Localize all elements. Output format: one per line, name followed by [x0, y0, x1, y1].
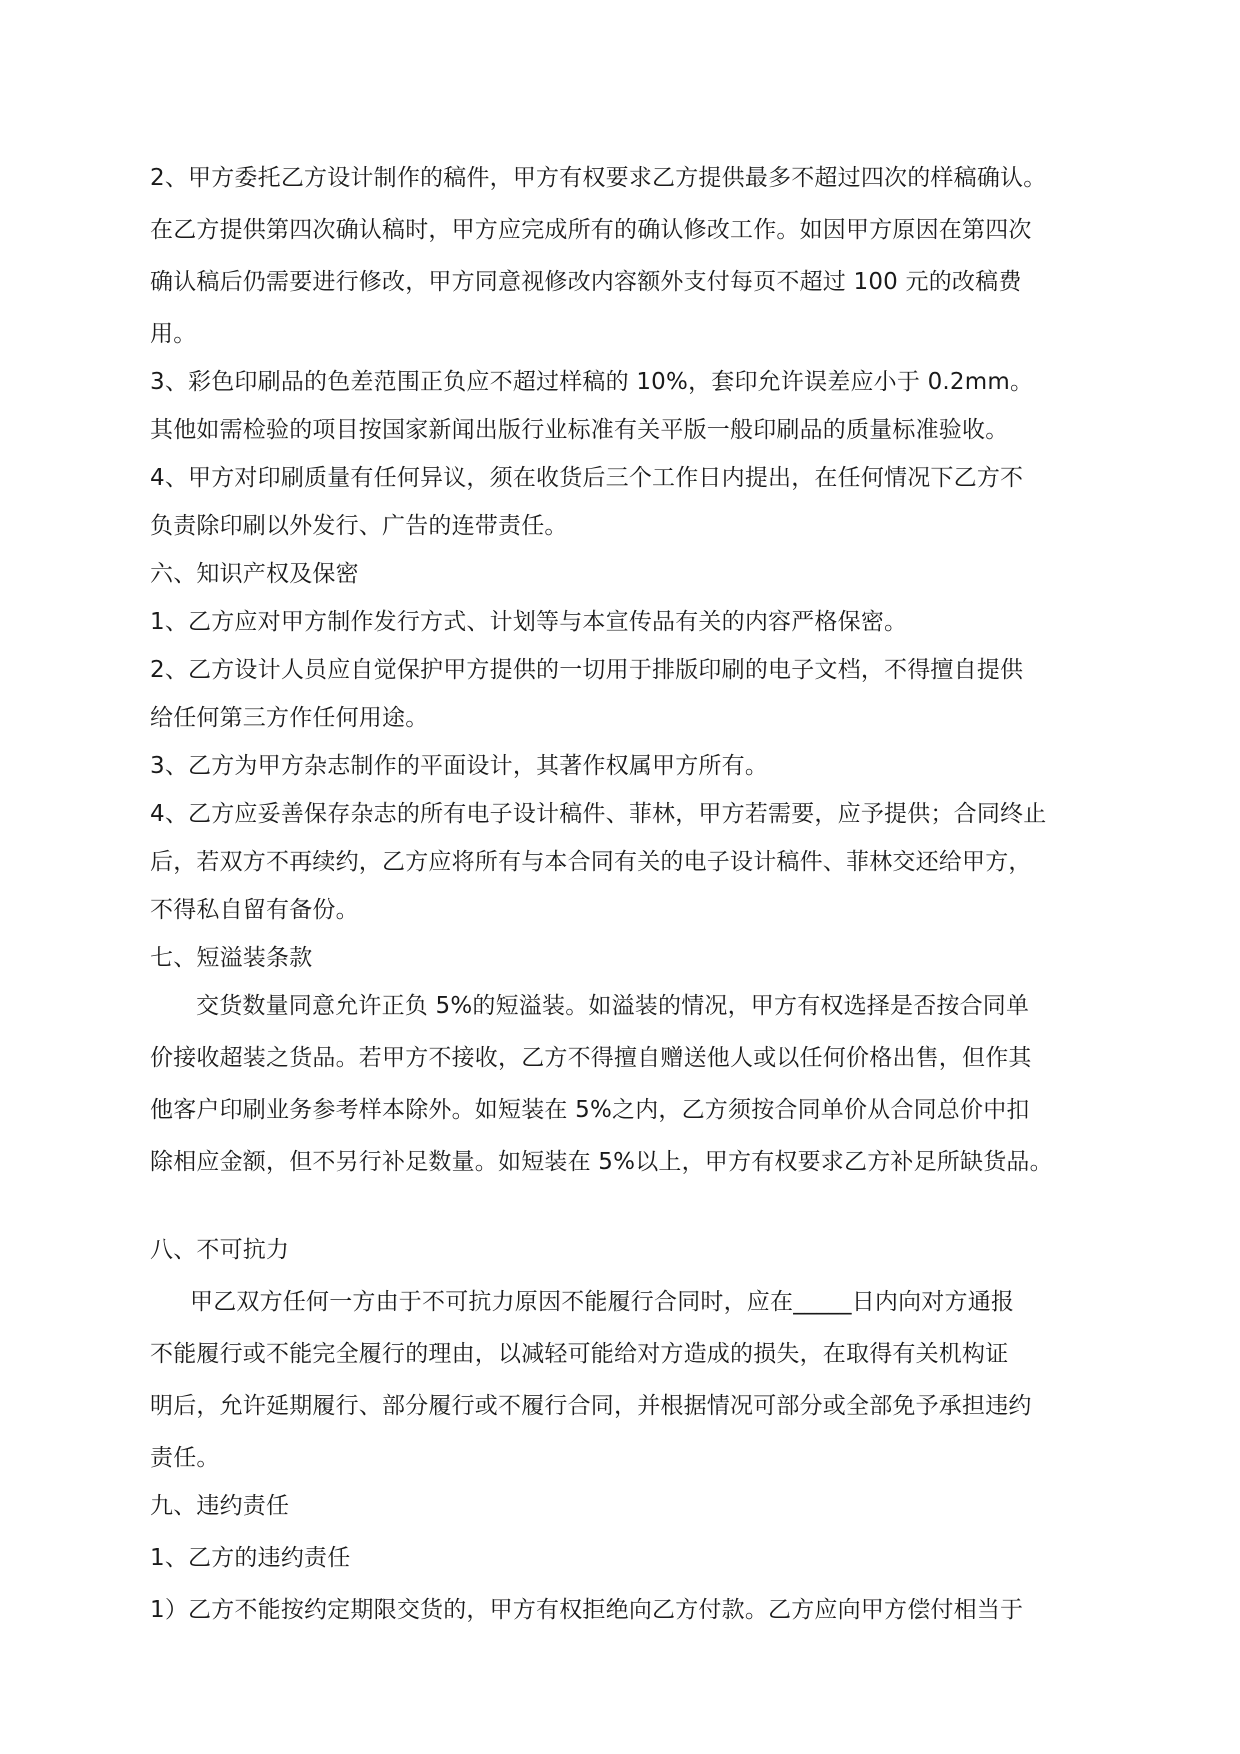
clause-8-line-2: 不能履行或不能完全履行的理由，以减轻可能给对方造成的损失，在取得有关机构证: [150, 1341, 1009, 1367]
clause-9-1-1-line-1: 1）乙方不能按约定期限交货的，甲方有权拒绝向乙方付款。乙方应向甲方偿付相当于: [150, 1597, 1024, 1623]
clause-5-4-line-1: 4、甲方对印刷质量有任何异议，须在收货后三个工作日内提出，在任何情况下乙方不: [150, 465, 1024, 491]
section-heading-7: 七、短溢装条款: [150, 945, 313, 971]
section-heading-8: 八、不可抗力: [150, 1237, 290, 1263]
clause-5-2-line-2: 在乙方提供第四次确认稿时，甲方应完成所有的确认修改工作。如因甲方原因在第四次: [150, 217, 1032, 243]
clause-6-4-line-3: 不得私自留有备份。: [150, 897, 359, 923]
clause-8-line-4: 责任。: [150, 1445, 220, 1471]
clause-7-line-4: 除相应金额，但不另行补足数量。如短装在 5%以上，甲方有权要求乙方补足所缺货品。: [150, 1149, 1053, 1175]
section-heading-9: 九、违约责任: [150, 1493, 290, 1519]
clause-8-line-1: 甲乙双方任何一方由于不可抗力原因不能履行合同时，应在_____日内向对方通报: [190, 1289, 1015, 1315]
clause-6-2-line-1: 2、乙方设计人员应自觉保护甲方提供的一切用于排版印刷的电子文档，不得擅自提供: [150, 657, 1024, 683]
clause-5-3-line-1: 3、彩色印刷品的色差范围正负应不超过样稿的 10%，套印允许误差应小于 0.2mm。: [150, 369, 1034, 395]
clause-5-2-line-1: 2、甲方委托乙方设计制作的稿件，甲方有权要求乙方提供最多不超过四次的样稿确认。: [150, 165, 1047, 191]
clause-5-4-line-2: 负责除印刷以外发行、广告的连带责任。: [150, 513, 568, 539]
clause-6-3-line-1: 3、乙方为甲方杂志制作的平面设计，其著作权属甲方所有。: [150, 753, 769, 779]
clause-5-3-line-2: 其他如需检验的项目按国家新闻出版行业标准有关平版一般印刷品的质量标准验收。: [150, 417, 1009, 443]
clause-6-2-line-2: 给任何第三方作任何用途。: [150, 705, 429, 731]
clause-7-line-3: 他客户印刷业务参考样本除外。如短装在 5%之内，乙方须按合同单价从合同总价中扣: [150, 1097, 1030, 1123]
clause-6-4-line-1: 4、乙方应妥善保存杂志的所有电子设计稿件、菲林，甲方若需要，应予提供；合同终止: [150, 801, 1047, 827]
clause-7-line-2: 价接收超装之货品。若甲方不接收，乙方不得擅自赠送他人或以任何价格出售，但作其: [150, 1045, 1032, 1071]
clause-9-1-heading: 1、乙方的违约责任: [150, 1545, 351, 1571]
clause-6-1-line-1: 1、乙方应对甲方制作发行方式、计划等与本宣传品有关的内容严格保密。: [150, 609, 908, 635]
section-heading-6: 六、知识产权及保密: [150, 561, 359, 587]
clause-5-2-line-4: 用。: [150, 321, 197, 347]
clause-6-4-line-2: 后，若双方不再续约，乙方应将所有与本合同有关的电子设计稿件、菲林交还给甲方，: [150, 849, 1032, 875]
clause-7-line-1: 交货数量同意允许正负 5%的短溢装。如溢装的情况，甲方有权选择是否按合同单: [196, 993, 1030, 1019]
clause-5-2-line-3: 确认稿后仍需要进行修改，甲方同意视修改内容额外支付每页不超过 100 元的改稿费: [150, 269, 1022, 295]
clause-8-line-3: 明后，允许延期履行、部分履行或不履行合同，并根据情况可部分或全部免予承担违约: [150, 1393, 1032, 1419]
